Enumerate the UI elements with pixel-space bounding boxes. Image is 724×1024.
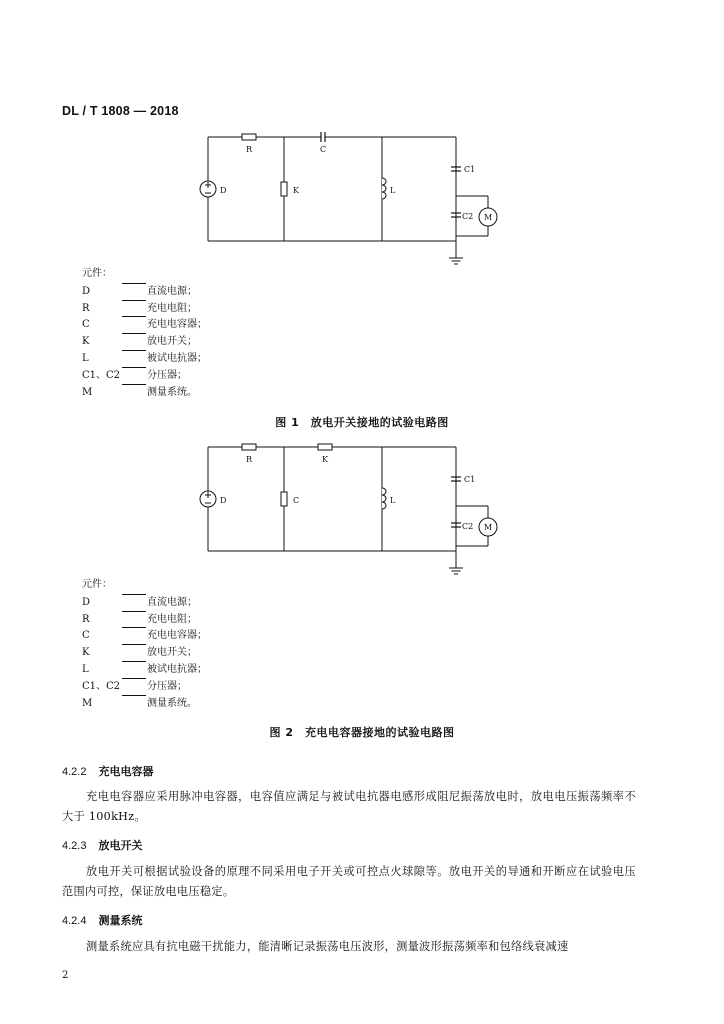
legend-item: K 放电开关； bbox=[82, 334, 207, 351]
circuit-diagram-2 bbox=[0, 310, 724, 590]
legend-item: C1、C2 分压器； bbox=[82, 368, 207, 385]
label-c2: C2 bbox=[462, 212, 474, 221]
figure2-legend bbox=[82, 577, 207, 712]
label-d: D bbox=[220, 496, 227, 505]
figure2-caption: 图 2 充电电容器接地的试验电路图 bbox=[269, 726, 455, 739]
legend-item: R 充电电阻； bbox=[82, 612, 207, 629]
legend-item: L 被试电抗器； bbox=[82, 351, 207, 368]
section-paragraph: 测量系统应具有抗电磁干扰能力，能清晰记录振荡电压波形，测量波形振荡频率和包络线衰减速 bbox=[86, 940, 569, 953]
label-c: C bbox=[320, 145, 327, 154]
legend-item: M 测量系统。 bbox=[82, 385, 207, 402]
figure1-caption: 图 1 放电开关接地的试验电路图 bbox=[275, 416, 449, 429]
legend-item: L 被试电抗器； bbox=[82, 662, 207, 679]
resistor-r bbox=[242, 134, 256, 140]
label-c1: C1 bbox=[464, 475, 476, 484]
section-heading-4-2-4: 4.2.4 测量系统 bbox=[62, 914, 143, 927]
standard-header: DL / T 1808 — 2018 bbox=[62, 104, 179, 118]
label-c1: C1 bbox=[464, 165, 476, 174]
capacitor-c bbox=[281, 492, 287, 506]
inductor-l bbox=[382, 178, 386, 199]
inductor-l bbox=[382, 488, 386, 509]
section-heading-4-2-2: 4.2.2 充电电容器 bbox=[62, 765, 154, 778]
label-c2: C2 bbox=[462, 522, 474, 531]
label-m: M bbox=[484, 213, 493, 222]
switch-k bbox=[281, 182, 287, 196]
label-l: L bbox=[390, 186, 396, 195]
resistor-r bbox=[242, 444, 256, 450]
label-c: C bbox=[293, 496, 300, 505]
section-heading-4-2-3: 4.2.3 放电开关 bbox=[62, 839, 143, 852]
label-m: M bbox=[484, 523, 493, 532]
label-r: R bbox=[246, 455, 253, 464]
legend-item: D 直流电源； bbox=[82, 595, 207, 612]
label-l: L bbox=[390, 496, 396, 505]
legend-item: M 测量系统。 bbox=[82, 696, 207, 713]
circuit-diagram-1 bbox=[0, 0, 724, 280]
legend-item: K 放电开关； bbox=[82, 645, 207, 662]
label-d: D bbox=[220, 186, 227, 195]
label-r: R bbox=[246, 145, 253, 154]
legend-item: C 充电电容器； bbox=[82, 317, 207, 334]
legend-title: 元件： bbox=[82, 268, 112, 279]
label-k: K bbox=[293, 186, 299, 195]
legend-item: R 充电电阻； bbox=[82, 301, 207, 318]
section-paragraph: 充电电容器应采用脉冲电容器，电容值应满足与被试电抗器电感形成阻尼振荡放电时，放电电压振荡频率不大于 100kHz。 bbox=[62, 790, 636, 823]
label-k: K bbox=[322, 455, 328, 464]
legend-item: C1、C2 分压器； bbox=[82, 679, 207, 696]
legend-item: C 充电电容器； bbox=[82, 628, 207, 645]
legend-item: D 直流电源； bbox=[82, 284, 207, 301]
legend-title: 元件： bbox=[82, 579, 112, 590]
page-number: 2 bbox=[62, 970, 69, 981]
switch-k bbox=[318, 444, 332, 450]
section-paragraph: 放电开关可根据试验设备的原理不同采用电子开关或可控点火球隙等。放电开关的导通和开断应在试验电压范围内可控，保证放电电压稳定。 bbox=[62, 865, 636, 898]
